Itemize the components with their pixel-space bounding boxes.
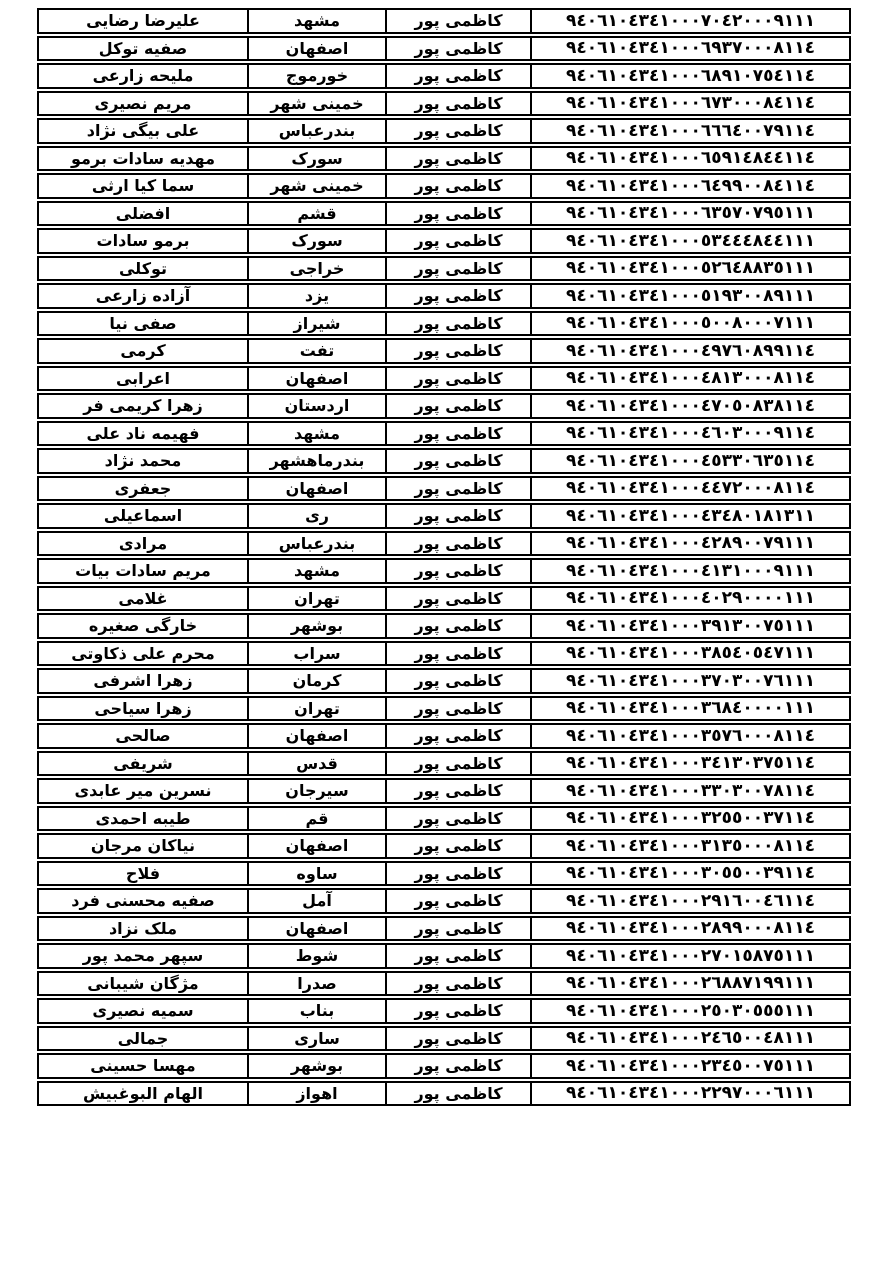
table-row (37, 63, 851, 89)
person-name-cell: مهدیه سادات برمو (37, 146, 249, 172)
code-number-cell: ٩٤٠٦١٠٤٣٤١٠٠٠٦٤٩٩٠٠٨٤١١٤ (532, 173, 851, 199)
code-number-cell: ٩٤٠٦١٠٤٣٤١٠٠٠٥٣٤٤٤٨٤٤١١١ (532, 228, 851, 254)
city-cell: اصفهان (249, 833, 387, 859)
table-row (37, 448, 851, 474)
table-row (37, 943, 851, 969)
city-cell: صدرا (249, 971, 387, 997)
agent-name-cell: کاظمی پور (387, 503, 532, 529)
city-cell: ری (249, 503, 387, 529)
table-row (37, 1053, 851, 1079)
city-cell: قدس (249, 751, 387, 777)
city-cell: خراجی (249, 256, 387, 282)
person-name-cell: اسماعیلی (37, 503, 249, 529)
person-name-cell: غلامی (37, 586, 249, 612)
city-cell: مشهد (249, 8, 387, 34)
table-row (37, 503, 851, 529)
code-number-cell: ٩٤٠٦١٠٤٣٤١٠٠٠٣٧٠٣٠٠٧٦١١١ (532, 668, 851, 694)
table-row (37, 366, 851, 392)
city-cell: شوط (249, 943, 387, 969)
code-number-cell: ٩٤٠٦١٠٤٣٤١٠٠٠٦٧٣٠٠٠٨٤١١٤ (532, 91, 851, 117)
table-row (37, 118, 851, 144)
table-row (37, 833, 851, 859)
code-number-cell: ٩٤٠٦١٠٤٣٤١٠٠٠٥١٩٣٠٠٨٩١١١ (532, 283, 851, 309)
person-name-cell: سما کیا ارثی (37, 173, 249, 199)
records-table (37, 6, 851, 1108)
person-name-cell: سپهر محمد پور (37, 943, 249, 969)
table-row (37, 311, 851, 337)
code-number-cell: ٩٤٠٦١٠٤٣٤١٠٠٠٤٤٧٢٠٠٠٨١١٤ (532, 476, 851, 502)
city-cell: یزد (249, 283, 387, 309)
agent-name-cell: کاظمی پور (387, 998, 532, 1024)
table-row (37, 998, 851, 1024)
table-row (37, 723, 851, 749)
agent-name-cell: کاظمی پور (387, 476, 532, 502)
code-number-cell: ٩٤٠٦١٠٤٣٤١٠٠٠٤٠٢٩٠٠٠٠١١١ (532, 586, 851, 612)
city-cell: سورک (249, 228, 387, 254)
city-cell: شیراز (249, 311, 387, 337)
person-name-cell: صفیه محسنی فرد (37, 888, 249, 914)
agent-name-cell: کاظمی پور (387, 888, 532, 914)
city-cell: خمینی شهر (249, 173, 387, 199)
table-row (37, 228, 851, 254)
city-cell: ساری (249, 1026, 387, 1052)
person-name-cell: مریم سادات بیات (37, 558, 249, 584)
agent-name-cell: کاظمی پور (387, 91, 532, 117)
agent-name-cell: کاظمی پور (387, 36, 532, 62)
code-number-cell: ٩٤٠٦١٠٤٣٤١٠٠٠٥٢٦٤٨٨٣٥١١١ (532, 256, 851, 282)
agent-name-cell: کاظمی پور (387, 696, 532, 722)
agent-name-cell: کاظمی پور (387, 531, 532, 557)
person-name-cell: سمیه نصیری (37, 998, 249, 1024)
city-cell: بناب (249, 998, 387, 1024)
agent-name-cell: کاظمی پور (387, 1026, 532, 1052)
table-row (37, 558, 851, 584)
city-cell: تهران (249, 696, 387, 722)
agent-name-cell: کاظمی پور (387, 1053, 532, 1079)
agent-name-cell: کاظمی پور (387, 338, 532, 364)
person-name-cell: زهرا سیاحی (37, 696, 249, 722)
person-name-cell: مهسا حسینی (37, 1053, 249, 1079)
person-name-cell: صالحی (37, 723, 249, 749)
table-row (37, 888, 851, 914)
table-row (37, 668, 851, 694)
code-number-cell: ٩٤٠٦١٠٤٣٤١٠٠٠٣٢٥٥٠٠٣٧١١٤ (532, 806, 851, 832)
code-number-cell: ٩٤٠٦١٠٤٣٤١٠٠٠٢٣٤٥٠٠٧٥١١١ (532, 1053, 851, 1079)
code-number-cell: ٩٤٠٦١٠٤٣٤١٠٠٠٢٤٦٥٠٠٤٨١١١ (532, 1026, 851, 1052)
person-name-cell: جعفری (37, 476, 249, 502)
code-number-cell: ٩٤٠٦١٠٤٣٤١٠٠٠٤٣٤٨٠١٨١٣١١ (532, 503, 851, 529)
person-name-cell: فهیمه ناد علی (37, 421, 249, 447)
table-row (37, 1026, 851, 1052)
table-row (37, 201, 851, 227)
agent-name-cell: کاظمی پور (387, 916, 532, 942)
agent-name-cell: کاظمی پور (387, 311, 532, 337)
agent-name-cell: کاظمی پور (387, 641, 532, 667)
city-cell: اهواز (249, 1081, 387, 1107)
table-row (37, 696, 851, 722)
table-row (37, 91, 851, 117)
agent-name-cell: کاظمی پور (387, 586, 532, 612)
agent-name-cell: کاظمی پور (387, 173, 532, 199)
table-row (37, 916, 851, 942)
table-row (37, 421, 851, 447)
table-row (37, 531, 851, 557)
table-row (37, 393, 851, 419)
code-number-cell: ٩٤٠٦١٠٤٣٤١٠٠٠٢٦٨٨٧١٩٩١١١ (532, 971, 851, 997)
person-name-cell: صفی نیا (37, 311, 249, 337)
person-name-cell: زهرا کریمی فر (37, 393, 249, 419)
table-row (37, 641, 851, 667)
agent-name-cell: کاظمی پور (387, 1081, 532, 1107)
person-name-cell: صفیه توکل (37, 36, 249, 62)
table-row (37, 8, 851, 34)
table-row (37, 36, 851, 62)
agent-name-cell: کاظمی پور (387, 283, 532, 309)
person-name-cell: شریفی (37, 751, 249, 777)
agent-name-cell: کاظمی پور (387, 118, 532, 144)
code-number-cell: ٩٤٠٦١٠٤٣٤١٠٠٠٣٩١٣٠٠٧٥١١١ (532, 613, 851, 639)
person-name-cell: طیبه احمدی (37, 806, 249, 832)
city-cell: بندرماهشهر (249, 448, 387, 474)
city-cell: سیرجان (249, 778, 387, 804)
agent-name-cell: کاظمی پور (387, 146, 532, 172)
agent-name-cell: کاظمی پور (387, 448, 532, 474)
person-name-cell: مرادی (37, 531, 249, 557)
person-name-cell: علی بیگی نژاد (37, 118, 249, 144)
agent-name-cell: کاظمی پور (387, 366, 532, 392)
table-row (37, 173, 851, 199)
city-cell: اصفهان (249, 916, 387, 942)
person-name-cell: خارگی صغیره (37, 613, 249, 639)
city-cell: سراب (249, 641, 387, 667)
code-number-cell: ٩٤٠٦١٠٤٣٤١٠٠٠٤٩٧٦٠٨٩٩١١٤ (532, 338, 851, 364)
code-number-cell: ٩٤٠٦١٠٤٣٤١٠٠٠٣١٣٥٠٠٠٨١١٤ (532, 833, 851, 859)
agent-name-cell: کاظمی پور (387, 8, 532, 34)
agent-name-cell: کاظمی پور (387, 558, 532, 584)
city-cell: ساوه (249, 861, 387, 887)
table-row (37, 476, 851, 502)
code-number-cell: ٩٤٠٦١٠٤٣٤١٠٠٠٣٣٠٣٠٠٧٨١١٤ (532, 778, 851, 804)
person-name-cell: الهام البوغبیش (37, 1081, 249, 1107)
table-row (37, 751, 851, 777)
agent-name-cell: کاظمی پور (387, 421, 532, 447)
agent-name-cell: کاظمی پور (387, 723, 532, 749)
person-name-cell: توکلی (37, 256, 249, 282)
city-cell: تهران (249, 586, 387, 612)
agent-name-cell: کاظمی پور (387, 256, 532, 282)
city-cell: بندرعباس (249, 118, 387, 144)
agent-name-cell: کاظمی پور (387, 833, 532, 859)
city-cell: مشهد (249, 421, 387, 447)
code-number-cell: ٩٤٠٦١٠٤٣٤١٠٠٠٦٣٥٧٠٧٩٥١١١ (532, 201, 851, 227)
code-number-cell: ٩٤٠٦١٠٤٣٤١٠٠٠٢٩١٦٠٠٤٦١١٤ (532, 888, 851, 914)
agent-name-cell: کاظمی پور (387, 971, 532, 997)
city-cell: بندرعباس (249, 531, 387, 557)
table-row (37, 1081, 851, 1107)
city-cell: آمل (249, 888, 387, 914)
table-row (37, 283, 851, 309)
code-number-cell: ٩٤٠٦١٠٤٣٤١٠٠٠٤٨١٣٠٠٠٨١١٤ (532, 366, 851, 392)
person-name-cell: محمد نژاد (37, 448, 249, 474)
agent-name-cell: کاظمی پور (387, 613, 532, 639)
city-cell: خورموج (249, 63, 387, 89)
person-name-cell: محرم علی ذکاوتی (37, 641, 249, 667)
code-number-cell: ٩٤٠٦١٠٤٣٤١٠٠٠٣٤١٣٠٣٧٥١١٤ (532, 751, 851, 777)
person-name-cell: ملیحه زارعی (37, 63, 249, 89)
code-number-cell: ٩٤٠٦١٠٤٣٤١٠٠٠٥٠٠٨٠٠٠٧١١١ (532, 311, 851, 337)
person-name-cell: آزاده زارعی (37, 283, 249, 309)
table-row (37, 971, 851, 997)
code-number-cell: ٩٤٠٦١٠٤٣٤١٠٠٠٧٠٤٢٠٠٠٩١١١ (532, 8, 851, 34)
code-number-cell: ٩٤٠٦١٠٤٣٤١٠٠٠٣٦٨٤٠٠٠٠١١١ (532, 696, 851, 722)
person-name-cell: افضلی (37, 201, 249, 227)
city-cell: تفت (249, 338, 387, 364)
table-row (37, 778, 851, 804)
code-number-cell: ٩٤٠٦١٠٤٣٤١٠٠٠٣٨٥٤٠٥٤٧١١١ (532, 641, 851, 667)
code-number-cell: ٩٤٠٦١٠٤٣٤١٠٠٠٣٥٧٦٠٠٠٨١١٤ (532, 723, 851, 749)
city-cell: کرمان (249, 668, 387, 694)
person-name-cell: اعرابی (37, 366, 249, 392)
code-number-cell: ٩٤٠٦١٠٤٣٤١٠٠٠٤٢٨٩٠٠٧٩١١١ (532, 531, 851, 557)
table-row (37, 338, 851, 364)
city-cell: اصفهان (249, 723, 387, 749)
agent-name-cell: کاظمی پور (387, 751, 532, 777)
person-name-cell: مژگان شیبانی (37, 971, 249, 997)
agent-name-cell: کاظمی پور (387, 943, 532, 969)
agent-name-cell: کاظمی پور (387, 861, 532, 887)
person-name-cell: نیاکان مرجان (37, 833, 249, 859)
code-number-cell: ٩٤٠٦١٠٤٣٤١٠٠٠٦٥٩١٤٨٤٤١١٤ (532, 146, 851, 172)
city-cell: بوشهر (249, 613, 387, 639)
table-row (37, 861, 851, 887)
code-number-cell: ٩٤٠٦١٠٤٣٤١٠٠٠٤٦٠٣٠٠٠٩١١٤ (532, 421, 851, 447)
agent-name-cell: کاظمی پور (387, 228, 532, 254)
person-name-cell: برمو سادات (37, 228, 249, 254)
code-number-cell: ٩٤٠٦١٠٤٣٤١٠٠٠٢٨٩٩٠٠٠٨١١٤ (532, 916, 851, 942)
city-cell: سورک (249, 146, 387, 172)
code-number-cell: ٩٤٠٦١٠٤٣٤١٠٠٠٢٥٠٣٠٥٥٥١١١ (532, 998, 851, 1024)
code-number-cell: ٩٤٠٦١٠٤٣٤١٠٠٠٦٩٣٧٠٠٠٨١١٤ (532, 36, 851, 62)
agent-name-cell: کاظمی پور (387, 393, 532, 419)
code-number-cell: ٩٤٠٦١٠٤٣٤١٠٠٠٦٨٩١٠٧٥٤١١٤ (532, 63, 851, 89)
city-cell: اردستان (249, 393, 387, 419)
code-number-cell: ٩٤٠٦١٠٤٣٤١٠٠٠٢٧٠١٥٨٧٥١١١ (532, 943, 851, 969)
table-row (37, 146, 851, 172)
code-number-cell: ٩٤٠٦١٠٤٣٤١٠٠٠٦٦٦٤٠٠٧٩١١٤ (532, 118, 851, 144)
person-name-cell: زهرا اشرفی (37, 668, 249, 694)
person-name-cell: ملک نزاد (37, 916, 249, 942)
person-name-cell: فلاح (37, 861, 249, 887)
city-cell: اصفهان (249, 366, 387, 392)
city-cell: اصفهان (249, 36, 387, 62)
code-number-cell: ٩٤٠٦١٠٤٣٤١٠٠٠٤١٣١٠٠٠٩١١١ (532, 558, 851, 584)
person-name-cell: جمالی (37, 1026, 249, 1052)
code-number-cell: ٩٤٠٦١٠٤٣٤١٠٠٠٤٧٠٥٠٨٣٨١١٤ (532, 393, 851, 419)
table-row (37, 256, 851, 282)
person-name-cell: علیرضا رضایی (37, 8, 249, 34)
person-name-cell: مریم نصیری (37, 91, 249, 117)
city-cell: قم (249, 806, 387, 832)
table-row (37, 613, 851, 639)
agent-name-cell: کاظمی پور (387, 63, 532, 89)
city-cell: مشهد (249, 558, 387, 584)
code-number-cell: ٩٤٠٦١٠٤٣٤١٠٠٠٤٥٣٣٠٦٣٥١١٤ (532, 448, 851, 474)
agent-name-cell: کاظمی پور (387, 668, 532, 694)
city-cell: خمینی شهر (249, 91, 387, 117)
person-name-cell: نسرین میر عابدی (37, 778, 249, 804)
person-name-cell: کرمی (37, 338, 249, 364)
table-row (37, 806, 851, 832)
agent-name-cell: کاظمی پور (387, 778, 532, 804)
table-row (37, 586, 851, 612)
code-number-cell: ٩٤٠٦١٠٤٣٤١٠٠٠٢٢٩٧٠٠٠٦١١١ (532, 1081, 851, 1107)
city-cell: قشم (249, 201, 387, 227)
code-number-cell: ٩٤٠٦١٠٤٣٤١٠٠٠٣٠٥٥٠٠٣٩١١٤ (532, 861, 851, 887)
agent-name-cell: کاظمی پور (387, 806, 532, 832)
city-cell: اصفهان (249, 476, 387, 502)
city-cell: بوشهر (249, 1053, 387, 1079)
agent-name-cell: کاظمی پور (387, 201, 532, 227)
